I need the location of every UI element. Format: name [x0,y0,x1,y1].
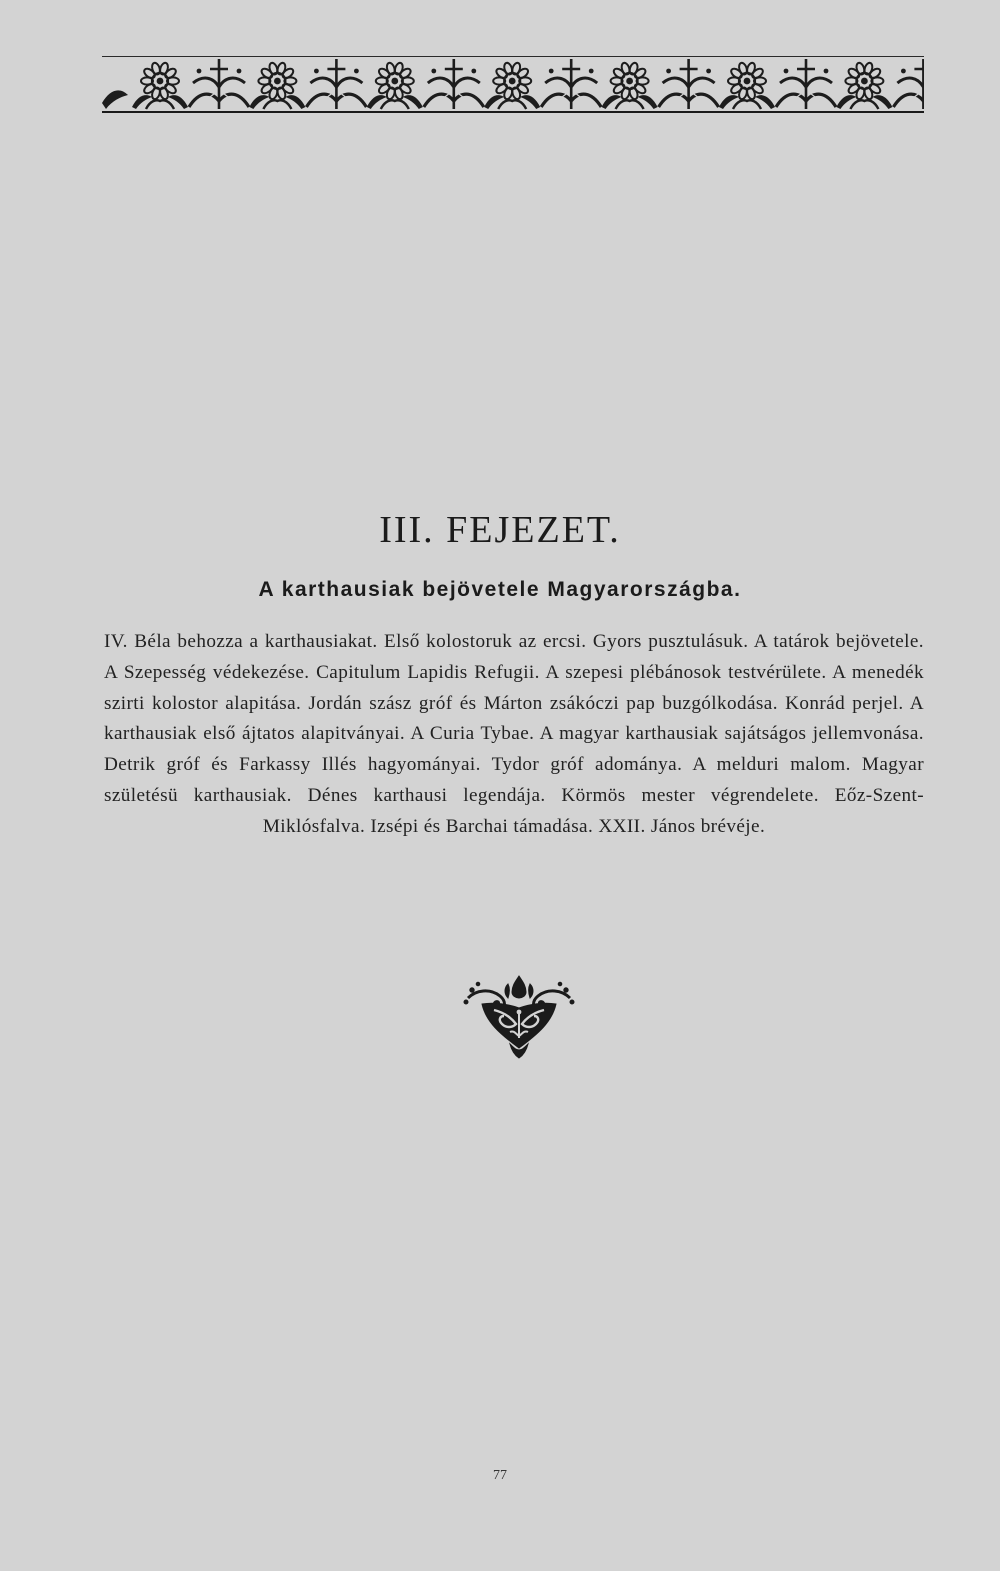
chapter-subtitle: A karthausiak bejövetele Magyarországba. [258,578,742,601]
border-motif [484,59,601,109]
border-edge-leaf [102,90,128,109]
floral-vignette-ornament [460,968,578,1060]
border-motif [132,59,249,109]
border-motif [367,59,484,109]
border-motif [719,59,836,109]
floral-border-ornament [102,56,924,113]
chapter-summary: IV. Béla behozza a karthausiakat. Első kolostoruk az ercsi. Gyors pusztulásuk. A tatárok bejövetele. A Szepesség védekezése. Capitulum Lapidis Refugii. A szepesi plébánosok testvérülete. A menedék szirti kolostor alapitása. Jordán szász gróf és Márton zsákóczi pap buzgólkodása. Konrád perjel. A karthausiak első ájtatos alapitványai. A Curia Tybae. A magyar karthausiak sajátságos jellemvonása. Detrik gróf és Farkassy Illés hagyományai. Tydor gróf adománya. A melduri malom. Magyar születésü karthausiak. Dénes karthausi legendája. Körmös mester végrendelete. Eőz-Szent-Miklósfalva. Izsépi és Barchai támadása. XXII. János brévéje. [104,631,924,837]
chapter-title: III. FEJEZET. [379,509,621,551]
border-motif [602,59,719,109]
border-motif [836,59,924,109]
border-motif [249,59,366,109]
page-number: 77 [493,1468,507,1483]
